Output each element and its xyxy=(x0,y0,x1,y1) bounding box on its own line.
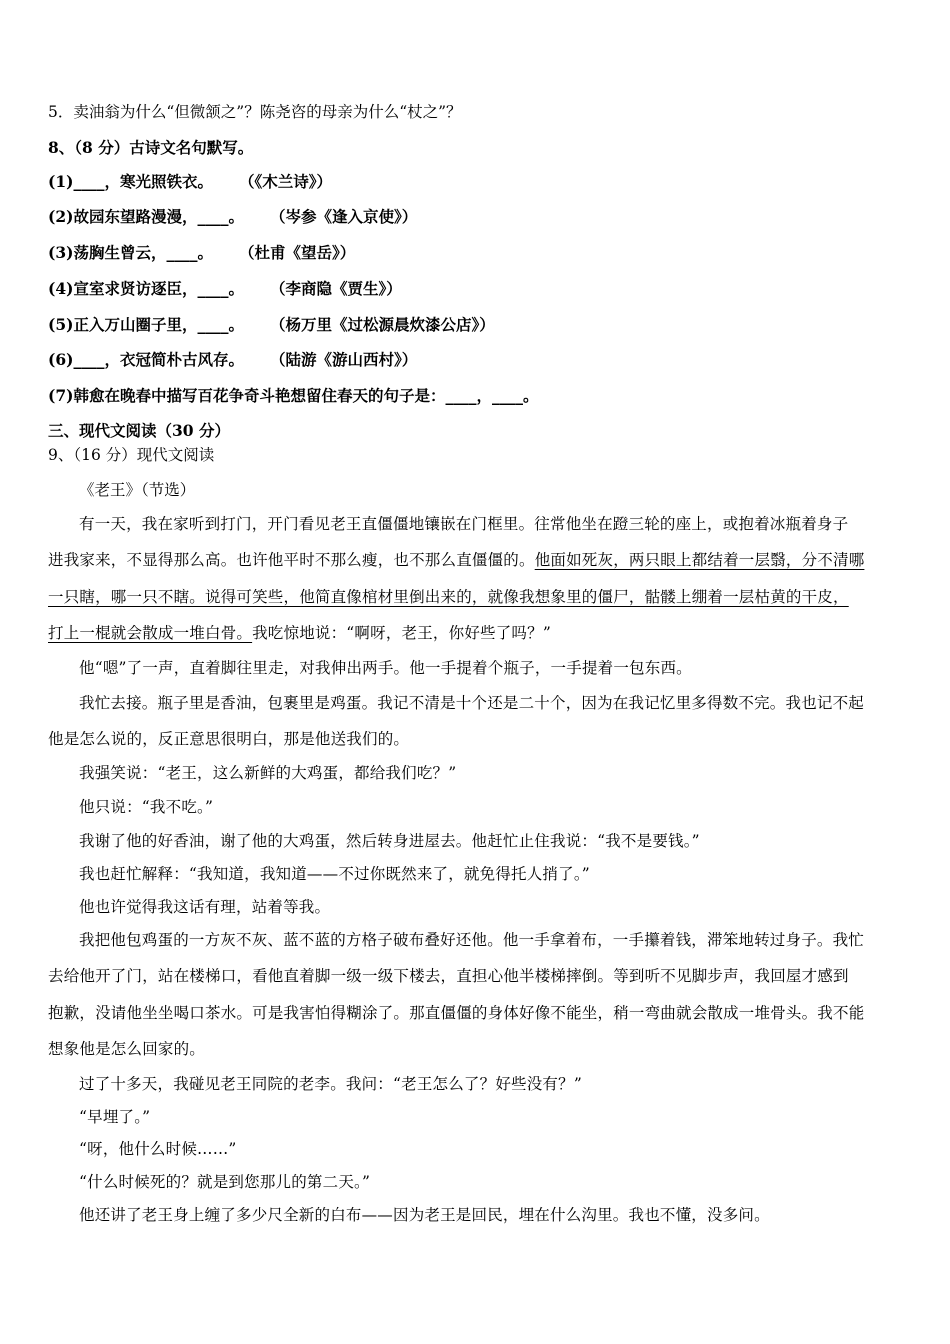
article-line: 我谢了他的好香油，谢了他的大鸡蛋，然后转身进屋去。他赶忙止住我说：“我不是要钱。” xyxy=(79,832,700,850)
article-line: 他还讲了老王身上缠了多少尺全新的白布——因为老王是回民，埋在什么沟里。我也不懂，没多问。 xyxy=(79,1206,770,1224)
recitation-text: (6)____，衣冠简朴古风存。 xyxy=(48,350,244,369)
article-line: 他是怎么说的，反正意思很明白，那是他送我们的。 xyxy=(48,730,410,748)
question-5: 5．卖油翁为什么“但微颔之”？陈尧咨的母亲为什么“杖之”？ xyxy=(48,103,462,121)
article-line: 过了十多天，我碰见老王同院的老李。我问：“老王怎么了？好些没有？” xyxy=(79,1075,582,1093)
article-text: 我吃惊地说：“啊呀，老王，你好些了吗？” xyxy=(252,624,551,642)
article-title: 《老王》（节选） xyxy=(79,481,196,499)
article-line: 他也许觉得我这话有理，站着等我。 xyxy=(79,898,331,916)
recitation-source: （《木兰诗》） xyxy=(238,172,332,191)
article-line xyxy=(48,550,864,570)
article-line: 有一天，我在家听到打门，开门看见老王直僵僵地镶嵌在门框里。往常他坐在蹬三轮的座上，或抱着冰瓶着身子 xyxy=(79,515,849,533)
recitation-text: (1)____，寒光照铁衣。 xyxy=(48,172,213,191)
recitation-text: (4)宣室求贤访逐臣，____。 xyxy=(48,279,244,298)
recitation-item-1 xyxy=(48,172,332,192)
article-line: “什么时候死的？就是到您那儿的第二天。” xyxy=(79,1173,371,1191)
article-line: 他只说：“我不吃。” xyxy=(79,798,214,816)
recitation-source: （杨万里《过松源晨炊漆公店》） xyxy=(269,315,495,334)
article-line xyxy=(48,623,551,643)
recitation-source: （杜甫《望岳》） xyxy=(238,243,356,262)
section-3-heading: 三、现代文阅读（30 分） xyxy=(48,421,230,440)
recitation-text: (7)韩愈在晚春中描写百花争奇斗艳想留住春天的句子是：____，____。 xyxy=(48,386,539,405)
recitation-item-5 xyxy=(48,315,495,335)
article-line: 想象他是怎么回家的。 xyxy=(48,1040,206,1058)
recitation-item-6 xyxy=(48,350,417,370)
article-line: “呀，他什么时候……” xyxy=(79,1140,237,1158)
article-line: 我把他包鸡蛋的一方灰不灰、蓝不蓝的方格子破布叠好还他。他一手拿着布，一手攥着钱，滞笨地转过身子。我忙 xyxy=(79,931,865,949)
underlined-line: 一只瞎，哪一只不瞎。说得可笑些，他简直像棺材里倒出来的，就像我想象里的僵尸，骷髅上绷着一层枯黄的干皮， xyxy=(48,588,849,606)
article-line: 我强笑说：“老王，这么新鲜的大鸡蛋，都给我们吃？” xyxy=(79,764,457,782)
article-line: “早埋了。” xyxy=(79,1108,151,1126)
recitation-source: （岑参《逢入京使》） xyxy=(269,207,418,226)
recitation-text: (2)故园东望路漫漫，____。 xyxy=(48,207,244,226)
article-line: 去给他开了门，站在楼梯口，看他直着脚一级一级下楼去，直担心他半楼梯摔倒。等到听不见脚步声，我回屋才感到 xyxy=(48,967,849,985)
article-line: 抱歉，没请他坐坐喝口茶水。可是我害怕得糊涂了。那直僵僵的身体好像不能坐，稍一弯曲就会散成一堆骨头。我不能 xyxy=(48,1004,865,1022)
recitation-text: (5)正入万山圈子里，____。 xyxy=(48,315,244,334)
question-8-title: 8、（8 分）古诗文名句默写。 xyxy=(48,138,254,157)
article-line: 他“嗯”了一声，直着脚往里走，对我伸出两手。他一手提着个瓶子，一手提着一包东西。 xyxy=(79,659,692,677)
recitation-text: (3)荡胸生曾云，____。 xyxy=(48,243,213,262)
underlined-text: 打上一棍就会散成一堆白骨。 xyxy=(48,624,253,642)
recitation-item-7 xyxy=(48,386,538,406)
recitation-item-2 xyxy=(48,207,417,227)
article-line: 我忙去接。瓶子里是香油，包裹里是鸡蛋。我记不清是十个还是二十个，因为在我记忆里多得数不完。我也记不起 xyxy=(79,694,865,712)
recitation-item-4 xyxy=(48,279,402,299)
question-9-title: 9、（16 分）现代文阅读 xyxy=(48,446,215,464)
recitation-item-3 xyxy=(48,243,355,263)
recitation-source: （李商隐《贾生》） xyxy=(269,279,402,298)
article-line: 我也赶忙解释：“我知道，我知道——不过你既然来了，就免得托人捎了。” xyxy=(79,865,590,883)
recitation-source: （陆游《游山西村》） xyxy=(269,350,418,369)
article-text: 进我家来，不显得那么高。也许他平时不那么瘦，也不那么直僵僵的。 xyxy=(48,551,535,569)
underlined-text: 他面如死灰，两只眼上都结着一层翳，分不清哪 xyxy=(534,551,865,569)
